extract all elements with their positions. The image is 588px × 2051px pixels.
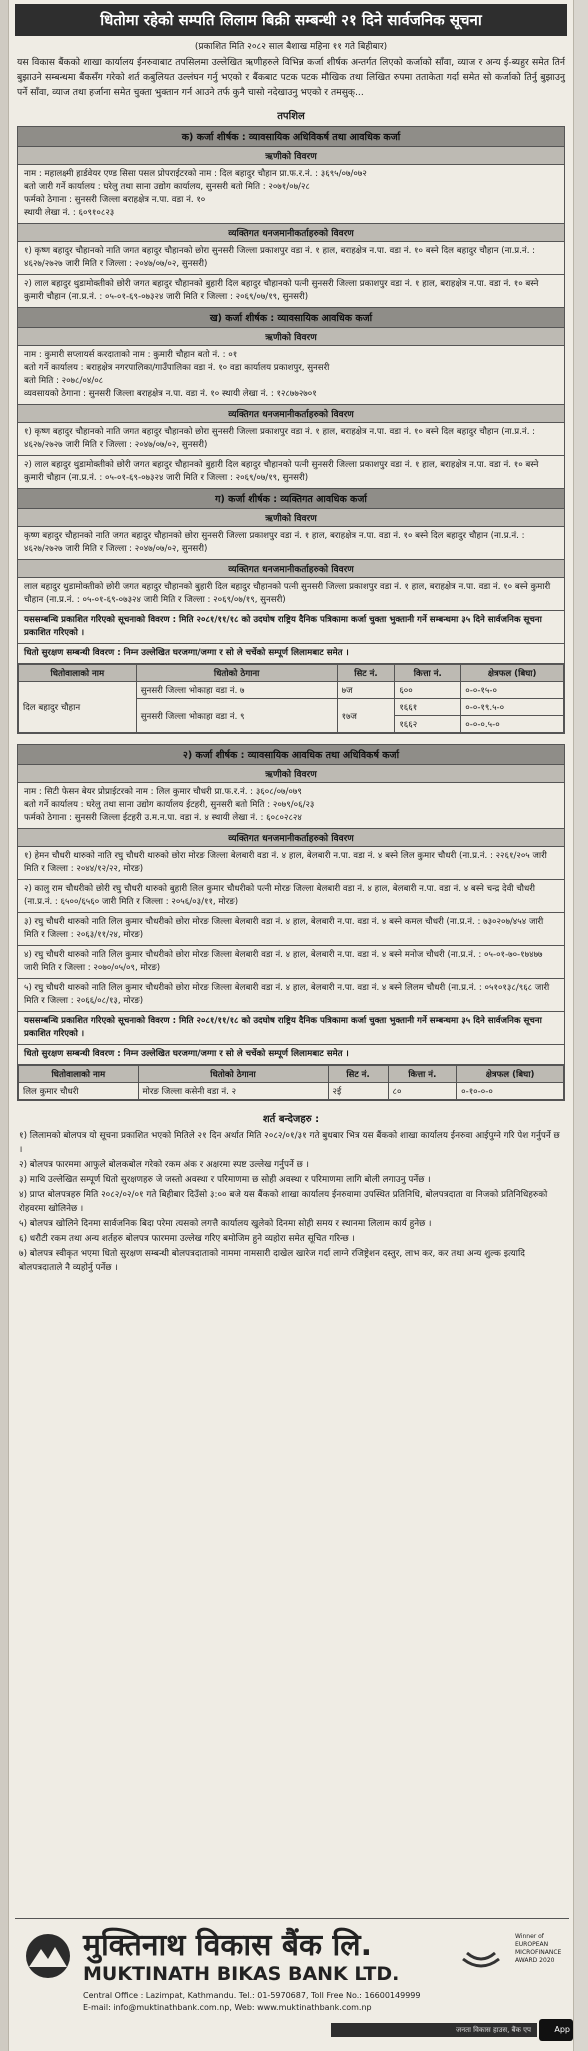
- section-heading: २) कर्जा शीर्षक : व्यावसायिक आवधिक तथा अधिविकर्ष कर्जा: [18, 745, 564, 765]
- guarantor-item: २) लाल बहादुर थुडामोक्तीको छोरी जगत बहादुर चौहानको बुहारी दिल बहादुर चौहानको पत्नी सुनसरी जिल्ला प्रकाशपुर वडा नं. १ हाल, बराहक्षेत्र न.पा. वडा नं. १० बस्ने कुमारी चौहान (ना.प्र.नं. : ०५-०१-६९-०७३२४ जारी मिति र जिल्ला : २०६९/०७/१९, सुनसरी): [18, 275, 564, 308]
- notice-subtitle: (प्रकाशित मिति २०८२ साल बैशाख महिना ११ गते बिहीबार): [194, 42, 388, 52]
- table-row: [19, 1083, 564, 1100]
- terms-list: [19, 1129, 563, 1275]
- detail-line: नाम : सिटी फेसन बेयर प्रोप्राईटरको नाम : लिल कुमार चौधरी प्रा.फ.र.नं. : ३६०८/०७/०७९: [24, 787, 302, 797]
- section-heading: ग) कर्जा शीर्षक : व्यक्तिगत आवधिक कर्जा: [18, 489, 564, 509]
- borrower-heading: ऋणीको विवरण: [18, 509, 564, 527]
- guarantor-item: ४) रघु चौधरी थारुको नाति लिल कुमार चौधरीको छोरा मोरङ जिल्ला बेलबारी वडा नं. ४ हाल, बेलबारी न.पा. वडा नं. ४ बस्ने मनोज चौधरी (ना.प्र.नं. : ०५-०१-७०-१७४७७ जारी मिति र जिल्ला : २०७०/०५/०९, मोरङ): [18, 946, 564, 979]
- collateral-table: [18, 664, 564, 733]
- table-cell: सुनसरी जिल्ला भोकाहा वडा नं. ७: [136, 682, 337, 699]
- table-cell: लिल कुमार चौधरी: [19, 1083, 139, 1100]
- guarantor-heading: व्यक्तिगत धनजमानीकर्ताहरुको विवरण: [18, 224, 564, 242]
- bank-name-nepali: मुक्तिनाथ विकास बैंक लि.: [83, 1928, 373, 1963]
- collateral-table: [18, 1065, 564, 1100]
- section-heading: ख) कर्जा शीर्षक : व्यावसायिक आवधिक कर्जा: [18, 308, 564, 328]
- guarantor-heading: व्यक्तिगत धनजमानीकर्ताहरुको विवरण: [18, 829, 564, 847]
- table-cell: १६६२: [395, 716, 461, 733]
- guarantor-item: १) कृष्ण बहादुर चौहानको नाति जगत बहादुर चौहानको छोरा सुनसरी जिल्ला प्रकाशपुर वडा नं. १ हाल, बराहक्षेत्र न.पा. वडा नं. १० बस्ने दिल बहादुर चौहान (ना.प्र.नं. : ४६२७/२७२७ जारी मिति र जिल्ला : २०४७/०७/०२, सुनसरी): [18, 423, 564, 456]
- table-cell: १६६१: [395, 699, 461, 716]
- details-title: तपशिल: [277, 111, 305, 122]
- guarantor-item: १) हेमन चौधरी थारुको नाति रघु चौधरी थारुको छोरा मोरङ जिल्ला बेलबारी वडा नं. ४ हाल, बेलबारी न.पा. वडा नं. ४ बस्ने लिल कुमार चौधरी (ना.प्र.नं. : २२६१/२०५ जारी मिति र जिल्ला : २०४४/१२/२२, मोरङ): [18, 847, 564, 880]
- term-item: ६) धरौटी रकम तथा अन्य शर्तहरु बोलपत्र फारममा उल्लेख गरिए बमोजिम हुने व्यहोरा समेत सूचित गरिन्छ ।: [19, 1234, 355, 1244]
- ribbon-strip: जनता विकास हाउस, बैंक एप: [331, 2023, 537, 2037]
- borrower-details: [18, 783, 564, 829]
- column-header: धितोको ठेगाना: [136, 665, 337, 682]
- detail-line: नाम : महालक्ष्मी हार्डवेयर एण्ड सिसा पसल प्रोपराईटरको नाम : दिल बहादुर चौहान प्रा.फ.र.नं. : ३६९५/०७/०७२: [24, 169, 367, 179]
- owner-cell: दिल बहादुर चौहान: [19, 682, 137, 733]
- notice-intro: यस विकास बैंकको शाखा कार्यालय ईनरुवाबाट तपसिलमा उल्लेखित ऋणीहरुले विभिन्न कर्जा शीर्षक अन्तर्गत लिएको कर्जाको साँवा, व्याज र अन्य ई-ब्यहुर समेत तिर्न बुझाउने सम्बन्धमा बैंकसँग गरेको शर्त कबुलियत उल्लंघन गर्नु भएको र बैंकबाट पटक पटक मौखिक तथा लिखित रुपमा तताकेता गर्दा समेत सो कर्जाको तिर्नु बुझाउनु पर्ने साँवा, व्याज तथा हर्जाना समेत चुक्ता भुक्तान गर्न आउने तर्फ कुनै चासो नदेखाउनु भएको र तमसुक्...: [17, 57, 565, 98]
- term-item: २) बोलपत्र फारममा आफुले बोलकबोल गरेको रकम अंक र अक्षरमा स्पष्ट उल्लेख गर्नुपर्ने छ ।: [19, 1160, 309, 1170]
- bank-contact: E-mail: info@muktinathbank.com.np, Web: www.muktinathbank.com.np: [83, 2003, 372, 2012]
- notice-page: [8, 0, 574, 2051]
- column-header: क्षेत्रफल (बिघा): [457, 1066, 564, 1083]
- loan-section-2: [17, 744, 565, 1101]
- table-cell: ०-१०-०-०: [457, 1083, 564, 1100]
- guarantor-heading: व्यक्तिगत धनजमानीकर्ताहरुको विवरण: [18, 560, 564, 578]
- collateral-heading: धितो सुरक्षण सम्बन्धी विवरण : निम्न उल्लेखित घरजग्गा/जग्गा र सो ले चर्चेको सम्पूर्ण लिलामबाट समेत ।: [18, 644, 564, 664]
- guarantor-item: ५) रघु चौधरी थारुको नाति लिल कुमार चौधरीको छोरा मोरङ जिल्ला बेलबारी वडा नं. ४ हाल, बेलबारी न.पा. वडा नं. ४ बस्ने लिलम चौधरी (ना.प्र.नं. : ०५१०१३८/९६८ जारी मिति र जिल्ला : २०६६/०८/१३, मोरङ): [18, 979, 564, 1012]
- table-cell: मोरङ जिल्ला कसेनी वडा नं. २: [138, 1083, 328, 1100]
- award-caption: Winner of EUROPEAN MICROFINANCE AWARD 2020: [515, 1933, 562, 1964]
- term-item: ७) बोलपत्र स्वीकृत भएमा धितो सुरक्षण सम्बन्धी बोलपत्रदाताको नाममा नामसारी दाखेल खारेज गर्दा लाग्ने रजिष्ट्रेशन दस्तुर, लाभ कर, कर तथा अन्य शुल्क इत्यादि बोलपत्रदाताले नै व्यहोर्नु पर्नेछ ।: [19, 1249, 525, 1273]
- notice-title: धितोमा रहेको सम्पति लिलाम बिक्री सम्बन्धी २१ दिने सार्वजनिक सूचना: [15, 4, 567, 36]
- guarantor-item: २) कालु राम चौधरीको छोरी रघु चौधरी थारुको बुहारी लिल कुमार चौधरीको पत्नी मोरङ जिल्ला बेलबारी वडा नं. ४ हाल, बेलबारी न.पा. वडा नं. ४ बस्ने चन्द्र देवी चौधरी (ना.प्र.नं. : ६५००/६५६० जारी मिति र जिल्ला : २०५६/०३/११, मोरङ): [18, 880, 564, 913]
- bank-footer: [15, 1918, 569, 2047]
- guarantor-item: ३) रघु चौधरी थारुको नाति लिल कुमार चौधरीको छोरा मोरङ जिल्ला बेलबारी वडा नं. ४ हाल, बेलबारी न.पा. वडा नं. ४ बस्ने कमल चौधरी (ना.प्र.नं. : ७३०२०७/४५४ जारी मिति र जिल्ला : २०६३/११/२४, मोरङ): [18, 913, 564, 946]
- detail-line: व्यवसायको ठेगाना : सुनसरी जिल्ला बराहक्षेत्र न.पा. वडा नं. १० स्थायी लेखा नं. : १२८७७२७०१: [24, 389, 317, 399]
- table-cell: सुनसरी जिल्ला भोकाहा वडा नं. ९: [136, 699, 337, 733]
- table-row: [19, 682, 564, 699]
- table-cell: ०-०-०.५-०: [461, 716, 564, 733]
- guarantor-item: १) कृष्ण बहादुर चौहानको नाति जगत बहादुर चौहानको छोरा सुनसरी जिल्ला प्रकाशपुर वडा नं. १ हाल, बराहक्षेत्र न.पा. वडा नं. १० बस्ने दिल बहादुर चौहान (ना.प्र.नं. : ४६२७/२७२७ जारी मिति र जिल्ला : २०४७/०७/०२, सुनसरी): [18, 242, 564, 275]
- table-cell: ८०: [388, 1083, 457, 1100]
- term-item: १) लिलामको बोलपत्र यो सूचना प्रकाशित भएको मितिले २१ दिन अर्थात मिति २०८२/०१/३१ गते बुधबार भित्र यस बैंकको शाखा कार्यालय ईनरुवा आईपुग्ने गरि पेश गर्नुपर्ने छ ।: [19, 1131, 560, 1155]
- guarantor-heading: व्यक्तिगत धनजमानीकर्ताहरुको विवरण: [18, 405, 564, 423]
- table-cell: २ई: [328, 1083, 388, 1100]
- collateral-heading: धितो सुरक्षण सम्बन्धी विवरण : निम्न उल्लेखित घरजग्गा/जग्गा र सो ले चर्चेको सम्पूर्ण लिलामबाट समेत ।: [18, 1045, 564, 1065]
- bank-logo-icon: [23, 1933, 73, 1979]
- borrower-details: [18, 165, 564, 224]
- bank-name-english: MUKTINATH BIKAS BANK LTD.: [83, 1963, 400, 1985]
- table-cell: ७ज: [337, 682, 395, 699]
- guarantor-item: २) लाल बहादुर थुडामोक्तीको छोरी जगत बहादुर चौहानको बुहारी दिल बहादुर चौहानको पत्नी सुनसरी जिल्ला प्रकाशपुर वडा नं. १ हाल, बराहक्षेत्र न.पा. वडा नं. १० बस्ने कुमारी चौहान (ना.प्र.नं. : ०५-०१-६९-०७३२४ जारी मिति र जिल्ला : २०६९/०७/१९, सुनसरी): [18, 456, 564, 489]
- detail-line: बतो जारी गर्ने कार्यालय : घरेलु तथा साना उद्योग कार्यालय, सुनसरी बतो मिति : २०७१/०७/२८: [24, 182, 310, 192]
- column-header: क्षेत्रफल (बिघा): [461, 665, 564, 682]
- detail-line: फर्मको ठेगाना : सुनसरी जिल्ला ईटहरी उ.म.न.पा. वडा नं. ४ स्थायी लेखा नं. : ६०८०२८२४: [24, 813, 302, 823]
- bank-address: Central Office : Lazimpat, Kathmandu. Tel.: 01-5970687, Toll Free No.: 16600149999: [83, 1991, 421, 2000]
- detail-line: बतो मिति : २०७८/०४/०८: [24, 376, 104, 386]
- borrower-heading: ऋणीको विवरण: [18, 147, 564, 165]
- term-item: ५) बोलपत्र खोलिने दिनमा सार्वजनिक बिदा परेमा त्यसको लगत्तै कार्यालय खुलेको दिनमा सोही समय र स्थानमा लिलाम कार्य हुनेछ ।: [19, 1219, 432, 1229]
- section-heading: क) कर्जा शीर्षक : व्यावसायिक अधिविकर्ष तथा आवधिक कर्जा: [18, 127, 564, 147]
- adjacent-column-strip: [0, 0, 8, 2051]
- column-header: कित्ता नं.: [395, 665, 461, 682]
- table-header-row: [19, 1066, 564, 1083]
- table-cell: ०-०-१९.५-०: [461, 699, 564, 716]
- borrower-details: कृष्ण बहादुर चौहानको नाति जगत बहादुर चौहानको छोरा सुनसरी जिल्ला प्रकाशपुर वडा नं. १ हाल, बराहक्षेत्र न.पा. वडा नं. १० बस्ने दिल बहादुर चौहान (ना.प्र.नं. : ४६२७/२७२७ जारी मिति र जिल्ला : २०४७/०७/०२, सुनसरी): [18, 527, 564, 560]
- prior-notice-details: यससम्बन्धि प्रकाशित गरिएको सूचनाको विवरण : मिति २०८१/११/१८ को उदघोष राष्ट्रिय दैनिक पत्रिकामा कर्जा चुक्ता भुक्तानी गर्ने सम्बन्धमा ३५ दिने सार्वजनिक सूचना प्रकाशित गरिएको ।: [18, 611, 564, 644]
- loan-section-1: [17, 126, 565, 734]
- borrower-details: [18, 346, 564, 405]
- guarantor-item: लाल बहादुर थुडामोक्तीको छोरी जगत बहादुर चौहानको बुहारी दिल बहादुर चौहानको पत्नी सुनसरी जिल्ला प्रकाशपुर वडा नं. १ हाल, बराहक्षेत्र न.पा. वडा नं. १० बस्ने कुमारी चौहान (ना.प्र.नं. : ०५-०१-६९-०७३२४ जारी मिति र जिल्ला : २०६९/०७/१९, सुनसरी): [18, 578, 564, 611]
- table-cell: ०-०-१५-०: [461, 682, 564, 699]
- detail-line: बतो गर्ने कार्यालय : घरेलु तथा साना उद्योग कार्यालय ईटहरी, सुनसरी बतो मिति : २०७९/०६/२३: [24, 800, 315, 810]
- column-header: सिट नं.: [337, 665, 395, 682]
- table-header-row: [19, 665, 564, 682]
- detail-line: फर्मको ठेगाना : सुनसरी जिल्ला बराहक्षेत्र न.पा. वडा नं. १०: [24, 195, 206, 205]
- term-item: ३) माथि उल्लेखित सम्पूर्ण धितो सुरक्षणहरु जे जस्तो अवस्था र परिमाणमा छ सोही अवस्था र परिमाणमा लागि बोली लगाउनु पर्नेछ ।: [19, 1175, 431, 1185]
- detail-line: नाम : कुमारी सप्लायर्स करदाताको नाम : कुमारी चौहान बतो नं. : ०१: [24, 350, 238, 360]
- borrower-heading: ऋणीको विवरण: [18, 328, 564, 346]
- column-header: धितोवालाको नाम: [19, 665, 137, 682]
- table-cell: १७ज: [337, 699, 395, 733]
- column-header: धितोको ठेगाना: [138, 1066, 328, 1083]
- terms-title: शर्त बन्देजहरु :: [262, 1114, 320, 1125]
- column-header: सिट नं.: [328, 1066, 388, 1083]
- column-header: कित्ता नं.: [388, 1066, 457, 1083]
- column-header: धितोवालाको नाम: [19, 1066, 139, 1083]
- borrower-heading: ऋणीको विवरण: [18, 765, 564, 783]
- table-cell: ६००: [395, 682, 461, 699]
- prior-notice-details: यससम्बन्धि प्रकाशित गरिएको सूचनाको विवरण : मिति २०८१/११/१८ को उदघोष राष्ट्रिय दैनिक पत्रिकामा कर्जा चुक्ता भुक्तानी गर्ने सम्बन्धमा ३५ दिने सार्वजनिक सूचना प्रकाशित गरिएको ।: [18, 1012, 564, 1045]
- detail-line: बतो गर्ने कार्यालय : बराहक्षेत्र नगरपालिका/गाउँपालिका वडा नं. १० वडा कार्यालय प्रकाशपुर, सुनसरी: [24, 363, 330, 373]
- app-badge[interactable]: App: [539, 2019, 573, 2041]
- term-item: ४) प्राप्त बोलपत्रहरु मिति २०८२/०२/०१ गते बिहीबार दिउँसो ३:०० बजे यस बैंकको शाखा कार्यालय ईनरुवामा उपस्थित प्रतिनिधि, बोलपत्रदाता वा निजको प्रतिनिधिहरुको रोहवरमा खोलिनेछ ।: [19, 1190, 548, 1214]
- detail-line: स्थायी लेखा नं. : ६०९१०८२३: [24, 208, 115, 218]
